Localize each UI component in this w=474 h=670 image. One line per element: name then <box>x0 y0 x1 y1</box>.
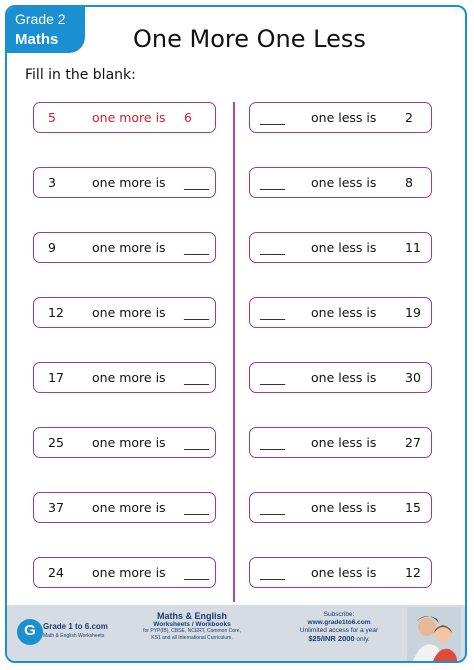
one-more-answer: 6 <box>184 110 192 125</box>
grade1to6-logo-icon: G <box>17 619 43 645</box>
footer-banner <box>7 605 465 661</box>
grade-label: Grade 2 <box>15 11 66 27</box>
one-less-number[interactable]: ____ <box>260 500 285 515</box>
one-more-number: 5 <box>48 110 56 125</box>
one-less-text: one less is <box>311 370 377 385</box>
one-more-answer[interactable]: ____ <box>184 435 209 450</box>
one-less-number[interactable]: ____ <box>260 370 285 385</box>
page-title: One More One Less <box>133 25 366 53</box>
one-less-answer: 30 <box>405 370 421 385</box>
one-more-number: 37 <box>48 500 64 515</box>
footer-price: $25/INR 2000 <box>308 634 355 643</box>
one-more-text: one more is <box>92 500 166 515</box>
one-more-answer[interactable]: ____ <box>184 240 209 255</box>
family-photo-icon <box>407 607 461 661</box>
grade-badge <box>7 7 85 53</box>
footer-mid-title: Maths & English <box>156 611 227 621</box>
subject-label: Maths <box>15 31 59 48</box>
footer-mid-sub: Worksheets / Workbooks <box>153 621 231 628</box>
one-more-text: one more is <box>92 565 166 580</box>
one-less-text: one less is <box>311 500 377 515</box>
one-less-answer: 15 <box>405 500 421 515</box>
one-less-text: one less is <box>311 565 377 580</box>
one-more-box <box>33 232 216 263</box>
one-less-answer: 19 <box>405 305 421 320</box>
one-less-number[interactable]: ____ <box>260 565 285 580</box>
worksheet-page <box>5 5 467 663</box>
footer-url: www.grade1to6.com <box>307 619 371 626</box>
one-less-box <box>249 167 432 198</box>
instruction-text: Fill in the blank: <box>25 67 136 83</box>
one-more-box <box>33 492 216 523</box>
footer-brand-sub: Math & English Worksheets <box>43 633 105 639</box>
one-more-answer[interactable]: ____ <box>184 370 209 385</box>
one-more-box <box>33 167 216 198</box>
one-less-answer: 12 <box>405 565 421 580</box>
one-more-box <box>33 427 216 458</box>
one-more-box <box>33 362 216 393</box>
one-more-box <box>33 102 216 133</box>
one-more-number: 9 <box>48 240 56 255</box>
one-less-number[interactable]: ____ <box>260 110 285 125</box>
one-less-box <box>249 557 432 588</box>
one-more-number: 3 <box>48 175 56 190</box>
footer-mid <box>107 611 277 642</box>
one-less-answer: 27 <box>405 435 421 450</box>
one-less-text: one less is <box>311 175 377 190</box>
one-less-number[interactable]: ____ <box>260 175 285 190</box>
one-more-text: one more is <box>92 175 166 190</box>
one-more-box <box>33 297 216 328</box>
one-more-text: one more is <box>92 370 166 385</box>
footer-only: only. <box>356 636 370 643</box>
one-more-box <box>33 557 216 588</box>
one-more-answer[interactable]: ____ <box>184 305 209 320</box>
footer-subscribe-label: Subscribe: <box>323 611 355 618</box>
footer-mid-line2: KS1 and all International Curriculum. <box>151 635 233 641</box>
one-more-answer[interactable]: ____ <box>184 500 209 515</box>
one-less-text: one less is <box>311 435 377 450</box>
one-less-box <box>249 102 432 133</box>
one-more-number: 17 <box>48 370 64 385</box>
one-less-box <box>249 427 432 458</box>
column-divider <box>233 102 235 602</box>
one-more-text: one more is <box>92 435 166 450</box>
one-less-box <box>249 297 432 328</box>
one-less-text: one less is <box>311 305 377 320</box>
one-more-text: one more is <box>92 110 166 125</box>
one-less-box <box>249 362 432 393</box>
one-less-box <box>249 232 432 263</box>
one-more-answer[interactable]: ____ <box>184 175 209 190</box>
footer-access: Unlimited access for a year <box>299 627 379 634</box>
one-more-number: 24 <box>48 565 64 580</box>
one-less-text: one less is <box>311 240 377 255</box>
one-less-answer: 11 <box>405 240 421 255</box>
one-more-number: 12 <box>48 305 64 320</box>
one-less-answer: 2 <box>405 110 413 125</box>
one-more-text: one more is <box>92 305 166 320</box>
one-less-box <box>249 492 432 523</box>
one-more-text: one more is <box>92 240 166 255</box>
one-less-number[interactable]: ____ <box>260 435 285 450</box>
one-less-number[interactable]: ____ <box>260 240 285 255</box>
one-less-text: one less is <box>311 110 377 125</box>
one-more-number: 25 <box>48 435 64 450</box>
one-less-answer: 8 <box>405 175 413 190</box>
one-more-answer[interactable]: ____ <box>184 565 209 580</box>
one-less-number[interactable]: ____ <box>260 305 285 320</box>
footer-subscribe <box>279 611 399 644</box>
footer-mid-line1: for PYP(IB), CBSE, NCERT, Common Core, <box>143 628 241 634</box>
footer-brand: Grade 1 to 6.com <box>43 622 108 631</box>
